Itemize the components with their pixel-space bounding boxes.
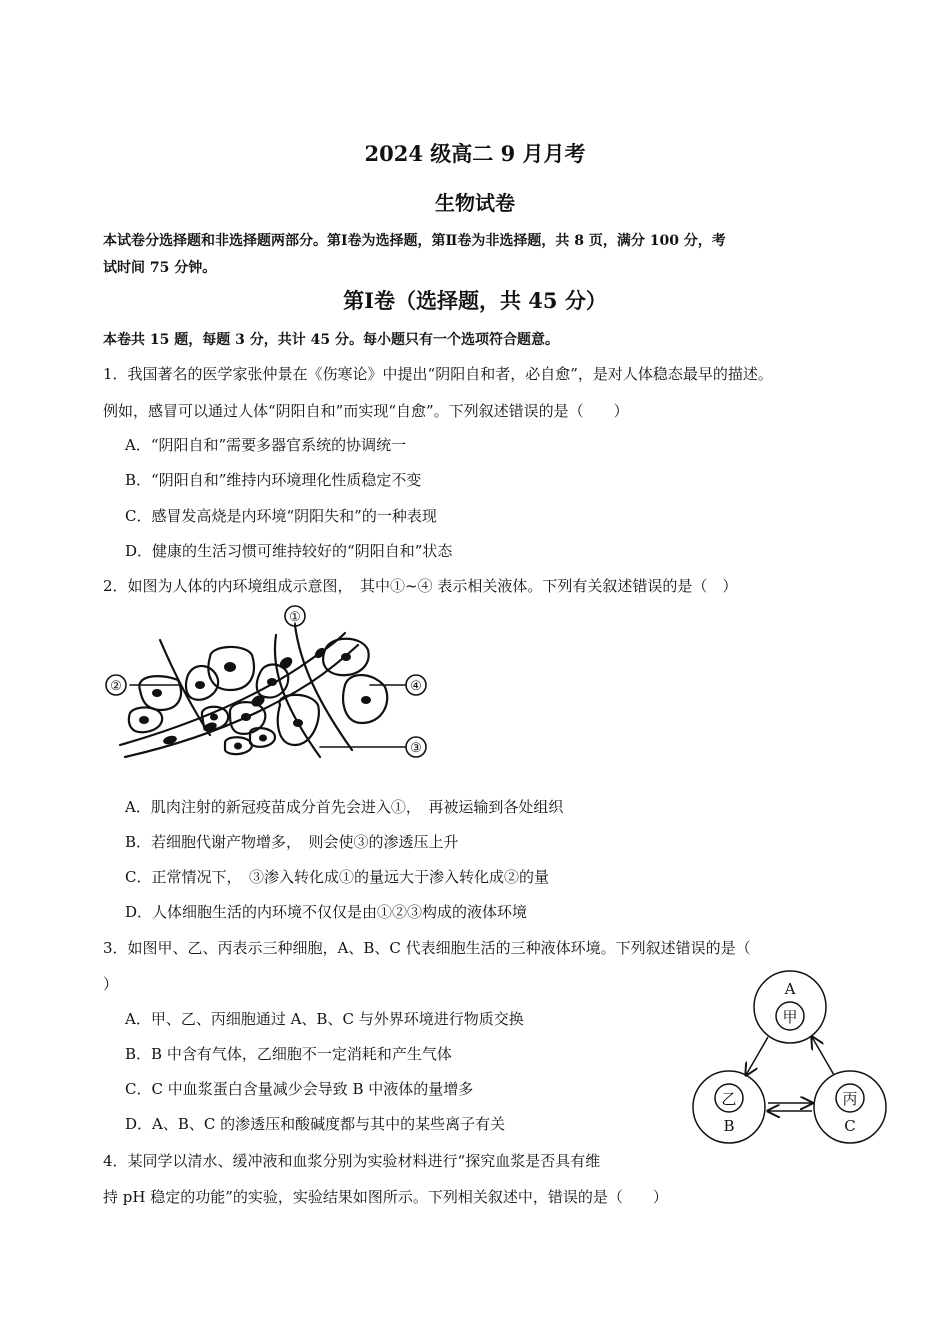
- fluid-b-label: B: [723, 1117, 735, 1135]
- q2-option-d: D．人体细胞生活的内环境不仅仅是由①②③构成的液体环境: [125, 903, 528, 921]
- label-2: ②: [110, 679, 122, 694]
- subject-title: 生物试卷: [435, 191, 515, 215]
- q2-option-a: A．肌肉注射的新冠疫苗成分首先会进入①， 再被运输到各处组织: [125, 798, 564, 816]
- label-1: ①: [289, 610, 301, 625]
- intro-line-1: 本试卷分选择题和非选择题两部分。第Ⅰ卷为选择题，第Ⅱ卷为非选择题，共 8 页，满分 100 分，考: [103, 233, 726, 249]
- cell-fluid-diagram: [690, 965, 890, 1150]
- q3-option-d: D．A、B、C 的渗透压和酸碱度都与其中的某些离子有关: [125, 1115, 506, 1133]
- q1-stem-line-2: 例如，感冒可以通过人体“阴阳自和”而实现“自愈”。下列叙述错误的是（ ）: [103, 402, 629, 420]
- q3-option-a: A．甲、乙、丙细胞通过 A、B、C 与外界环境进行物质交换: [125, 1010, 524, 1028]
- q2-option-b: B．若细胞代谢产物增多， 则会使③的渗透压上升: [125, 833, 459, 851]
- q4-stem-line-1: 4．某同学以清水、缓冲液和血浆分别为实验材料进行“探究血浆是否具有维: [103, 1152, 601, 1170]
- tissue-fluid-diagram: [100, 605, 435, 765]
- label-4: ④: [410, 679, 422, 694]
- cell-bing-label: 丙: [842, 1090, 858, 1108]
- q3-stem-line-2: ）: [103, 975, 119, 993]
- q1-option-b: B．“阴阳自和”维持内环境理化性质稳定不变: [125, 471, 422, 489]
- q1-option-a: A．“阴阳自和”需要多器官系统的协调统一: [125, 436, 407, 454]
- section-title: 第Ⅰ卷（选择题，共 45 分）: [343, 288, 607, 313]
- q1-option-c: C．感冒发高烧是内环境“阴阳失和”的一种表现: [125, 507, 437, 525]
- cell-jia-label: 甲: [782, 1008, 798, 1026]
- cell-yi-label: 乙: [721, 1090, 737, 1108]
- q3-stem-line-1: 3．如图甲、乙、丙表示三种细胞，A、B、C 代表细胞生活的三种液体环境。下列叙述错误的是（: [103, 939, 751, 957]
- fluid-c-label: C: [844, 1117, 856, 1135]
- q1-stem-line-1: 1．我国著名的医学家张仲景在《伤寒论》中提出“阴阳自和者，必自愈”，是对人体稳态最早的描述。: [103, 365, 773, 383]
- q2-stem: 2．如图为人体的内环境组成示意图， 其中①~④ 表示相关液体。下列有关叙述错误的是（ ）: [103, 577, 738, 595]
- fluid-a-label: A: [784, 980, 796, 998]
- q1-option-d: D．健康的生活习惯可维持较好的“阴阳自和”状态: [125, 542, 453, 560]
- q2-option-c: C．正常情况下， ③渗入转化成①的量远大于渗入转化成②的量: [125, 868, 549, 886]
- exam-title: 2024 级高二 9 月月考: [364, 141, 586, 166]
- intro-line-2: 试时间 75 分钟。: [103, 260, 217, 276]
- section-instruction: 本卷共 15 题，每题 3 分，共计 45 分。每小题只有一个选项符合题意。: [103, 332, 559, 348]
- label-3: ③: [410, 741, 422, 756]
- q3-option-b: B．B 中含有气体，乙细胞不一定消耗和产生气体: [125, 1045, 452, 1063]
- q4-stem-line-2: 持 pH 稳定的功能”的实验，实验结果如图所示。下列相关叙述中，错误的是（ ）: [103, 1188, 668, 1206]
- q3-option-c: C．C 中血浆蛋白含量减少会导致 B 中液体的量增多: [125, 1080, 474, 1098]
